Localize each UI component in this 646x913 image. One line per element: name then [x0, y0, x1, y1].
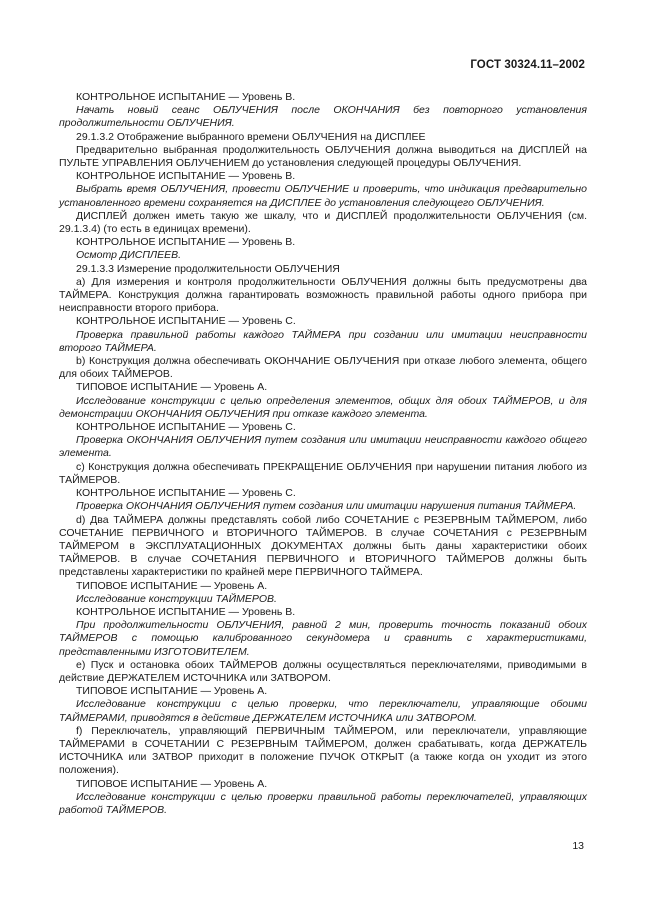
- paragraph: а) Для измерения и контроля продолжительности ОБЛУЧЕНИЯ должны быть предусмотрены два ТАЙМЕРА. Конструкция должна гарантировать возможность правильной работы одного прибора при неисправности второго прибора.: [59, 275, 587, 315]
- paragraph: КОНТРОЛЬНОЕ ИСПЫТАНИЕ — Уровень В.: [76, 170, 296, 183]
- paragraph: КОНТРОЛЬНОЕ ИСПЫТАНИЕ — Уровень С.: [76, 315, 296, 328]
- test-procedure-text: Проверка ОКОНЧАНИЯ ОБЛУЧЕНИЯ путем создания или имитации неисправности каждого общего элемента.: [59, 434, 587, 460]
- page-number: 13: [572, 840, 584, 852]
- paragraph: ТИПОВОЕ ИСПЫТАНИЕ — Уровень А.: [76, 381, 268, 394]
- paragraph: 29.1.3.2 Отображение выбранного времени ОБЛУЧЕНИЯ на ДИСПЛЕЕ: [76, 130, 426, 143]
- paragraph: КОНТРОЛЬНОЕ ИСПЫТАНИЕ — Уровень С.: [76, 487, 296, 500]
- paragraph: ДИСПЛЕЙ должен иметь такую же шкалу, что и ДИСПЛЕЙ продолжительности ОБЛУЧЕНИЯ (см. 29.1.3.4) (то есть в единицах времени).: [59, 209, 587, 236]
- test-procedure-text: Исследование конструкции с целью проверки, что переключатели, управляющие обоими ТАЙМЕРАМИ, приводятся в действие ДЕРЖАТЕЛЕМ ИСТОЧНИКА или ЗАТВОРОМ.: [59, 698, 587, 724]
- test-procedure-text: Исследование конструкции ТАЙМЕРОВ.: [76, 592, 277, 605]
- paragraph: 29.1.3.3 Измерение продолжительности ОБЛУЧЕНИЯ: [76, 262, 340, 275]
- paragraph: КОНТРОЛЬНОЕ ИСПЫТАНИЕ — Уровень В.: [76, 605, 296, 618]
- paragraph: е) Пуск и остановка обоих ТАЙМЕРОВ должны осуществляться переключателями, приводимыми в действие ДЕРЖАТЕЛЕМ ИСТОЧНИКА или ЗАТВОРОМ.: [59, 658, 587, 684]
- paragraph: ТИПОВОЕ ИСПЫТАНИЕ — Уровень А.: [76, 579, 268, 592]
- paragraph: ТИПОВОЕ ИСПЫТАНИЕ — Уровень А.: [76, 685, 268, 698]
- paragraph: КОНТРОЛЬНОЕ ИСПЫТАНИЕ — Уровень В.: [76, 236, 296, 249]
- test-procedure-text: При продолжительности ОБЛУЧЕНИЯ, равной 2 мин, проверить точность показаний обоих ТАЙМЕРОВ с помощью калиброванного секундомера и сравнить с характеристиками, представленными ИЗГОТОВИТЕЛЕМ.: [59, 619, 587, 658]
- document-body: [59, 91, 587, 817]
- test-procedure-text: Начать новый сеанс ОБЛУЧЕНИЯ после ОКОНЧАНИЯ без повторного установления продолжительности ОБЛУЧЕНИЯ.: [59, 104, 587, 130]
- paragraph: f) Переключатель, управляющий ПЕРВИЧНЫМ ТАЙМЕРОМ, или переключатели, управляющие ТАЙМЕРАМИ в СОЧЕТАНИИ С РЕЗЕРВНЫМ ТАЙМЕРОМ, должен срабатывать, когда ДЕРЖАТЕЛЬ ИСТОЧНИКА или ЗАТВОР приходит в положение ПУЧОК ОТКРЫТ (а также когда он уходит из этого положения).: [59, 724, 587, 777]
- paragraph: ТИПОВОЕ ИСПЫТАНИЕ — Уровень А.: [76, 777, 268, 790]
- test-procedure-text: Проверка правильной работы каждого ТАЙМЕРА при создании или имитации неисправности второго ТАЙМЕРА.: [59, 328, 587, 354]
- test-procedure-text: Исследование конструкции с целью проверки правильной работы переключателей, управляющих работой ТАЙМЕРОВ.: [59, 790, 587, 816]
- paragraph: КОНТРОЛЬНОЕ ИСПЫТАНИЕ — Уровень В.: [76, 91, 296, 103]
- paragraph: с) Конструкция должна обеспечивать ПРЕКРАЩЕНИЕ ОБЛУЧЕНИЯ при нарушении питания любого из ТАЙМЕРОВ.: [59, 460, 587, 486]
- test-procedure-text: Выбрать время ОБЛУЧЕНИЯ, провести ОБЛУЧЕНИЕ и проверить, что индикация предварительно установленного времени сохраняется на ДИСПЛЕЕ до установления следующего ОБЛУЧЕНИЯ.: [59, 183, 587, 209]
- paragraph: КОНТРОЛЬНОЕ ИСПЫТАНИЕ — Уровень С.: [76, 421, 296, 434]
- paragraph: d) Два ТАЙМЕРА должны представлять собой либо СОЧЕТАНИЕ с РЕЗЕРВНЫМ ТАЙМЕРОМ, либо СОЧЕТАНИЕ ПЕРВИЧНОГО и ВТОРИЧНОГО ТАЙМЕРОВ. В случае СОЧЕТАНИЯ с РЕЗЕРВНЫМ ТАЙМЕРОМ в ЭКСПЛУАТАЦИОННЫХ ДОКУМЕНТАХ должны быть даны характеристики обоих ТАЙМЕРОВ. В случае СОЧЕТАНИЯ ПЕРВИЧНОГО и ВТОРИЧНОГО ТАЙМЕРОВ должны быть представлены характеристики по крайней мере ПЕРВИЧНОГО ТАЙМЕРА.: [59, 513, 587, 579]
- test-procedure-text: Проверка ОКОНЧАНИЯ ОБЛУЧЕНИЯ путем создания или имитации нарушения питания ТАЙМЕРА.: [76, 500, 577, 513]
- paragraph: b) Конструкция должна обеспечивать ОКОНЧАНИЕ ОБЛУЧЕНИЯ при отказе любого элемента, общего для обоих ТАЙМЕРОВ.: [59, 355, 587, 381]
- document-header: ГОСТ 30324.11–2002: [470, 59, 585, 71]
- test-procedure-text: Исследование конструкции с целью определения элементов, общих для обоих ТАЙМЕРОВ, и для демонстрации ОКОНЧАНИЯ ОБЛУЧЕНИЯ при отказе каждого элемента.: [59, 394, 587, 420]
- test-procedure-text: Осмотр ДИСПЛЕЕВ.: [76, 249, 182, 262]
- paragraph: Предварительно выбранная продолжительность ОБЛУЧЕНИЯ должна выводиться на ДИСПЛЕЙ на ПУЛЬТЕ УПРАВЛЕНИЯ ОБЛУЧЕНИЕМ до установления следующей процедуры ОБЛУЧЕНИЯ.: [59, 143, 587, 170]
